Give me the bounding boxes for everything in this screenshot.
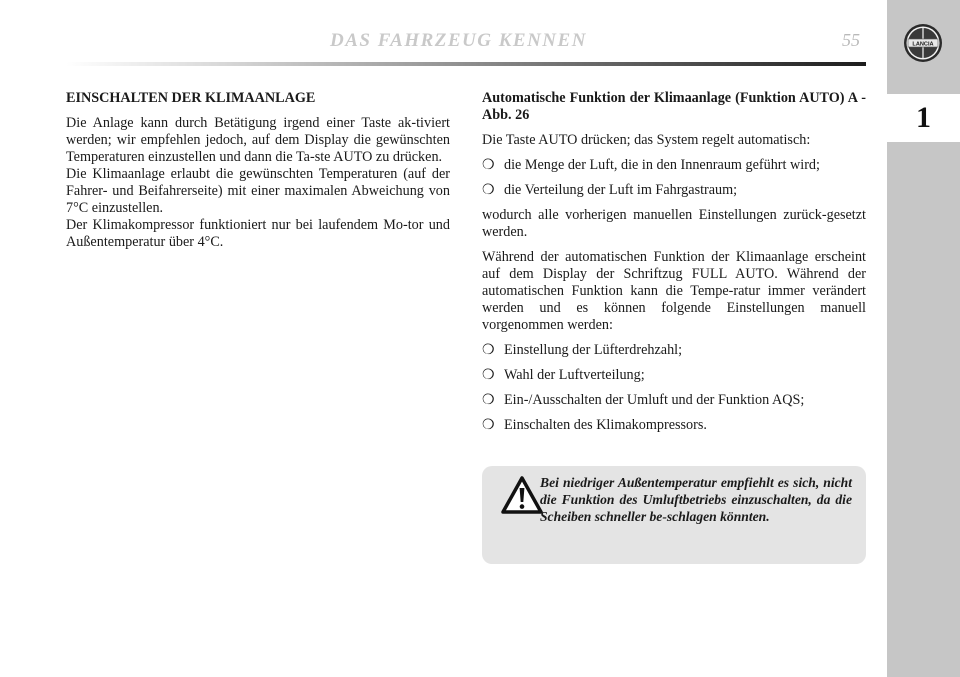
left-column	[66, 90, 450, 259]
header-rule	[66, 62, 866, 66]
list-item	[482, 417, 866, 434]
bullet-mark: ❍	[482, 393, 495, 408]
bullet-mark: ❍	[482, 418, 495, 433]
paragraph: Die Taste AUTO drücken; das System regelt automatisch:	[482, 132, 811, 148]
page-number: 55	[842, 30, 860, 50]
bullet-mark: ❍	[482, 158, 495, 173]
lancia-logo-icon	[903, 23, 943, 63]
warning-text: Bei niedriger Außentemperatur empfiehlt es sich, nicht die Funktion des Umluftbetriebs einzuschalten, da die Scheiben schneller be-schlagen könnten.	[540, 475, 852, 524]
list-item-text: Einstellung der Lüfterdrehzahl;	[504, 342, 683, 358]
right-column	[482, 90, 866, 442]
paragraph: Die Klimaanlage erlaubt die gewünschten Temperaturen (auf der Fahrer- und Beifahrerseite) mit einer maximalen Abweichung von 7°C einzustellen.	[66, 166, 450, 216]
warning-text-block	[492, 474, 852, 526]
list-item-text: die Verteilung der Luft im Fahrgastraum;	[504, 182, 738, 198]
list-item	[482, 182, 866, 199]
paragraph: Die Anlage kann durch Betätigung irgend einer Taste ak-tiviert werden; wir empfehlen jedoch, auf dem Display die gewünschten Temperaturen einzustellen und dann die Ta-ste AUTO zu drücken.	[66, 115, 450, 165]
chapter-side-tab	[887, 0, 960, 677]
list-item	[482, 392, 866, 409]
paragraph: Der Klimakompressor funktioniert nur bei laufendem Mo-tor und Außentemperatur über 4°C.	[66, 217, 450, 250]
list-item	[482, 367, 866, 384]
list-item-text: die Menge der Luft, die in den Innenraum geführt wird;	[504, 157, 820, 173]
header-title: DAS FAHRZEUG KENNEN	[330, 30, 587, 51]
warning-box	[482, 466, 866, 564]
section-heading-einschalten: EINSCHALTEN DER KLIMAANLAGE	[66, 90, 316, 106]
bullet-mark: ❍	[482, 183, 495, 198]
bullet-mark: ❍	[482, 343, 495, 358]
list-item	[482, 157, 866, 174]
chapter-number[interactable]: 1	[887, 94, 960, 142]
paragraph: wodurch alle vorherigen manuellen Einstellungen zurück-gesetzt werden.	[482, 207, 866, 240]
side-tab-logo-area	[887, 0, 960, 88]
list-item-text: Wahl der Luftverteilung;	[504, 367, 645, 383]
paragraph: Während der automatischen Funktion der Klimaanlage erscheint auf dem Display der Schriftzug FULL AUTO. Während der automatischen Funktion kann die Tempe-ratur immer verändert werden und es können folgende Einstellungen manuell vorgenommen werden:	[482, 249, 866, 333]
list-item-text: Einschalten des Klimakompressors.	[504, 417, 707, 433]
lancia-logo-text: LANCIA	[912, 41, 934, 48]
list-item	[482, 342, 866, 359]
list-item-text: Ein-/Ausschalten der Umluft und der Funktion AQS;	[504, 392, 805, 408]
section-heading-auto: Automatische Funktion der Klimaanlage (Funktion AUTO) A - Abb. 26	[482, 90, 866, 123]
bullet-mark: ❍	[482, 368, 495, 383]
